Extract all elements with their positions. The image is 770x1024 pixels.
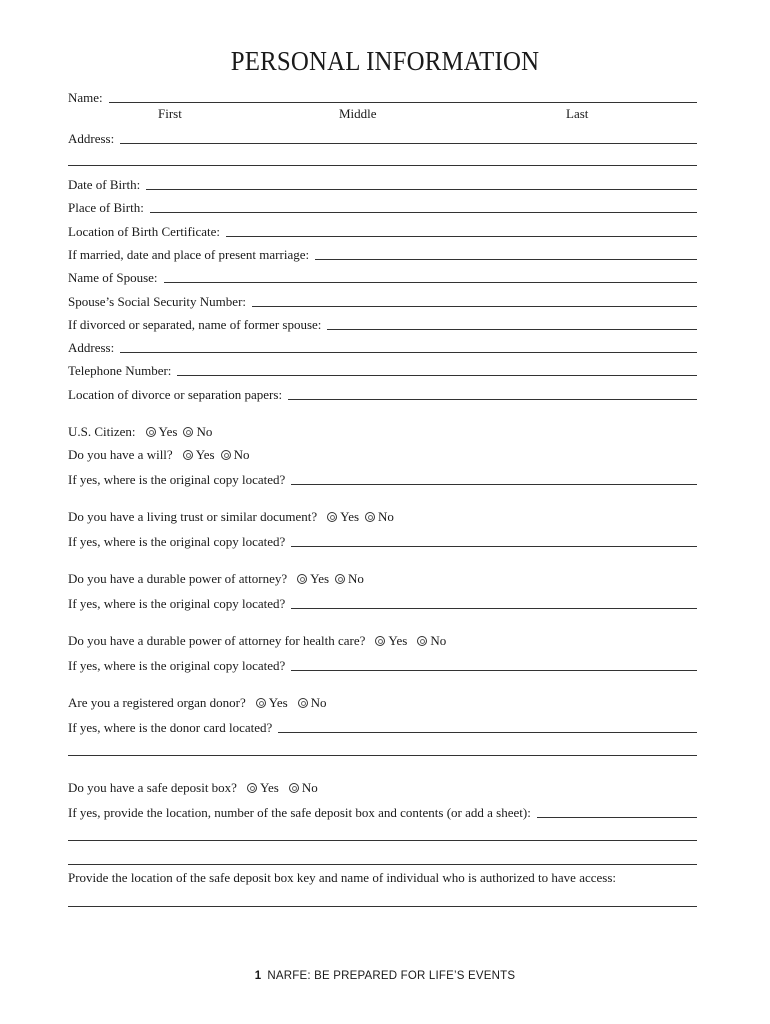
spouse-ssn-row [68,290,697,310]
citizen-no-option[interactable] [183,424,212,440]
trust-yes-option[interactable] [327,509,359,525]
dob-label: Date of Birth: [68,177,141,192]
former-spouse-field[interactable] [327,315,697,330]
address-label: Address: [68,131,115,146]
no-label: No [378,509,394,524]
dob-field[interactable] [146,175,697,190]
yes-label: Yes [259,780,279,795]
pob-label: Place of Birth: [68,200,144,215]
page-title: PERSONAL INFORMATION [230,46,540,76]
name-field[interactable] [109,88,697,103]
spouse-label: Name of Spouse: [68,270,158,285]
footer-text: NARFE: BE PREPARED FOR LIFE’S EVENTS [267,970,516,982]
will-question [68,447,250,463]
page-number: 1 [254,970,262,982]
pob-row [68,196,697,216]
safe-key-question [68,870,616,886]
organ-yes-option[interactable] [256,695,288,711]
yes-label: Yes [158,424,178,439]
poa-location-field[interactable] [291,594,697,609]
no-label: No [233,447,250,462]
safe-box-label: Do you have a safe deposit box? [68,780,237,795]
poa-health-no-option[interactable] [417,633,446,649]
middle-sublabel: Middle [339,106,377,121]
divorce-papers-field[interactable] [288,385,697,400]
poa-health-label: Do you have a durable power of attorney for health care? [68,633,366,648]
radio-icon[interactable] [417,636,427,646]
safe-box-yes-option[interactable] [247,780,279,796]
marriage-row [68,243,697,263]
divorce-papers-label: Location of divorce or separation papers: [68,387,283,402]
poa-location-row [68,592,697,612]
poa-health-yes-option[interactable] [375,633,407,649]
address-field-line-2[interactable] [68,165,697,166]
divorce-papers-row [68,383,697,403]
organ-question [68,695,327,711]
radio-icon[interactable] [375,636,385,646]
telephone-field[interactable] [177,361,697,376]
will-location-row [68,468,697,488]
address2-field[interactable] [120,338,697,353]
radio-icon[interactable] [298,698,308,708]
radio-icon[interactable] [327,512,337,522]
poa-yes-option[interactable] [297,571,329,587]
safe-key-field[interactable] [68,906,697,907]
poa-question [68,571,364,587]
organ-location-field-line-2[interactable] [68,755,697,756]
pob-field[interactable] [150,198,697,213]
yes-label: Yes [195,447,215,462]
safe-box-no-option[interactable] [289,780,318,796]
trust-question [68,509,394,525]
yes-label: Yes [268,695,288,710]
birth-cert-field[interactable] [226,222,697,237]
spouse-ssn-field[interactable] [252,292,697,307]
telephone-row [68,359,697,379]
spouse-ssn-label: Spouse’s Social Security Number: [68,294,247,309]
address-row [68,127,697,147]
page-footer [0,970,770,982]
address2-label: Address: [68,340,115,355]
poa-label: Do you have a durable power of attorney? [68,571,288,586]
poa-health-question [68,633,446,649]
first-sublabel: First [158,106,182,121]
poa-health-location-label: If yes, where is the original copy located? [68,658,286,673]
radio-icon[interactable] [183,450,193,460]
telephone-label: Telephone Number: [68,363,172,378]
radio-icon[interactable] [183,427,193,437]
no-label: No [430,633,447,648]
radio-icon[interactable] [256,698,266,708]
yes-label: Yes [340,509,360,524]
yes-label: Yes [388,633,408,648]
no-label: No [310,695,327,710]
citizen-yes-option[interactable] [146,424,178,440]
birth-cert-row [68,220,697,240]
radio-icon[interactable] [297,574,307,584]
radio-icon[interactable] [247,783,257,793]
will-yes-option[interactable] [183,447,215,463]
safe-box-location-row [68,801,697,821]
birth-cert-label: Location of Birth Certificate: [68,224,220,239]
yes-label: Yes [310,571,330,586]
safe-box-field-line-2[interactable] [68,840,697,841]
safe-box-location-label: If yes, provide the location, number of the safe deposit box and contents (or add a sheet): [68,805,531,820]
trust-no-option[interactable] [365,509,394,525]
organ-location-row [68,716,697,736]
name-label: Name: [68,90,103,105]
organ-no-option[interactable] [298,695,327,711]
dob-row [68,173,697,193]
trust-location-field[interactable] [291,532,697,547]
safe-box-location-field[interactable] [537,803,697,818]
trust-location-label: If yes, where is the original copy located? [68,534,286,549]
organ-label: Are you a registered organ donor? [68,695,246,710]
radio-icon[interactable] [365,512,375,522]
former-spouse-label: If divorced or separated, name of former spouse: [68,317,322,332]
poa-location-label: If yes, where is the original copy located? [68,596,286,611]
marriage-label: If married, date and place of present marriage: [68,247,310,262]
marriage-field[interactable] [315,245,697,260]
trust-location-row [68,530,697,550]
safe-box-question [68,780,318,796]
will-location-label: If yes, where is the original copy located? [68,472,286,487]
radio-icon[interactable] [335,574,345,584]
organ-location-field[interactable] [278,718,697,733]
safe-key-label: Provide the location of the safe deposit box key and name of individual who is authorized to have access: [68,870,617,885]
radio-icon[interactable] [289,783,299,793]
no-label: No [348,571,364,586]
radio-icon[interactable] [221,450,231,460]
citizen-question [68,424,212,440]
organ-location-label: If yes, where is the donor card located? [68,720,273,735]
spouse-row [68,266,697,286]
poa-health-location-row [68,654,697,674]
spouse-field[interactable] [164,268,697,283]
address-field[interactable] [120,129,697,144]
will-location-field[interactable] [291,470,697,485]
no-label: No [301,780,318,795]
poa-health-location-field[interactable] [291,656,697,671]
radio-icon[interactable] [146,427,156,437]
will-no-option[interactable] [221,447,250,463]
name-row [68,86,697,106]
citizen-label: U.S. Citizen: [68,424,136,439]
poa-no-option[interactable] [335,571,364,587]
trust-label: Do you have a living trust or similar document? [68,509,318,524]
will-label: Do you have a will? [68,447,173,462]
safe-box-field-line-3[interactable] [68,864,697,865]
last-sublabel: Last [566,106,589,121]
former-spouse-row [68,313,697,333]
no-label: No [196,424,213,439]
address2-row [68,336,697,356]
